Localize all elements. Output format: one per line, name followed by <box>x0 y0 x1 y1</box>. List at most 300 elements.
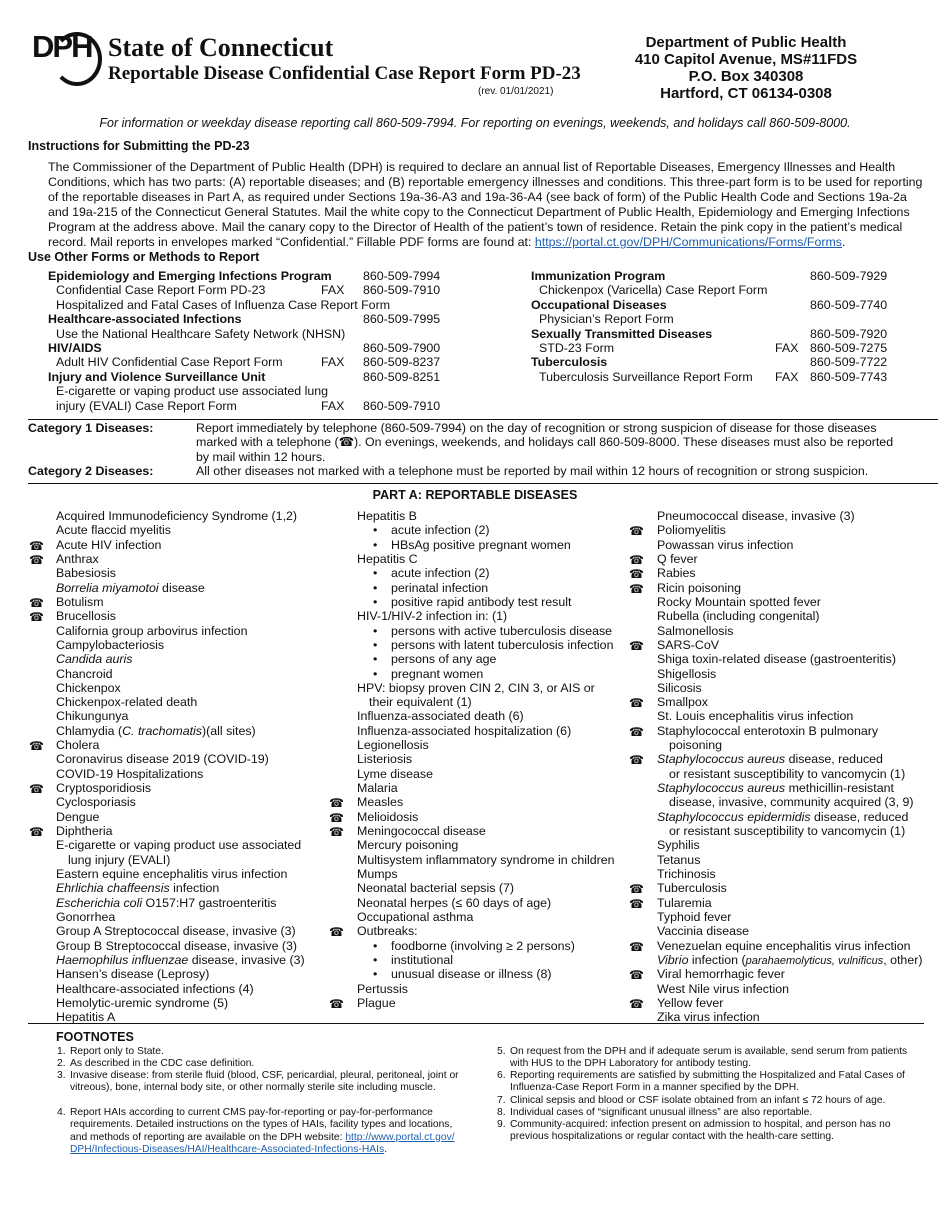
footnote <box>57 1107 460 1157</box>
disease-text: Hansen’s disease (Leprosy) <box>56 967 210 982</box>
disease-text: )(all sites) <box>201 723 256 738</box>
footnote <box>497 1095 910 1107</box>
disease-item <box>657 652 896 666</box>
disease-item <box>357 810 418 824</box>
disease-item <box>657 595 821 609</box>
telephone-icon: ☎ <box>29 739 44 754</box>
footnote <box>497 1046 910 1071</box>
footnote-text: Community-acquired: infection present on admission to hospital, and person has no previous hospitalizations or regular contact with the health-care setting. <box>510 1119 891 1143</box>
form-row: Epidemiology and Emerging Infections Program <box>48 269 332 283</box>
disease-item <box>357 681 595 695</box>
disease-item <box>56 967 209 981</box>
disease-item <box>657 924 749 938</box>
disease-item <box>669 767 905 781</box>
footnote <box>497 1107 910 1119</box>
disease-item <box>56 538 161 552</box>
telephone-icon: ☎ <box>329 796 344 811</box>
disease-text: Salmonellosis <box>657 623 734 638</box>
disease-text: Dengue <box>56 809 100 824</box>
footnote <box>57 1058 460 1070</box>
disease-text: Q fever <box>657 551 698 566</box>
disease-item <box>56 767 203 781</box>
footnote-number: 4. <box>57 1107 66 1118</box>
telephone-icon: ☎ <box>629 696 644 711</box>
disease-text: Outbreaks: <box>357 924 418 939</box>
telephone-icon: ☎ <box>629 882 644 897</box>
disease-item <box>657 566 696 580</box>
form-row: Immunization Program <box>531 269 666 283</box>
disease-text: Venezuelan equine encephalitis virus infection <box>657 938 911 953</box>
disease-item <box>56 838 301 852</box>
footnote-suffix: . <box>384 1144 388 1156</box>
disease-item <box>657 982 789 996</box>
disease-text: acute infection (2) <box>391 566 490 581</box>
disease-subitem <box>391 581 488 595</box>
disease-text: Chikungunya <box>56 709 129 724</box>
disease-text: Chancroid <box>56 666 113 681</box>
telephone-icon: ☎ <box>629 638 644 653</box>
other-forms-heading: Use Other Forms or Methods to Report <box>28 250 260 264</box>
disease-text: Babesiosis <box>56 566 116 581</box>
form-row: Confidential Case Report Form PD-23 <box>56 283 266 298</box>
disease-text: Meningococcal disease <box>357 824 486 839</box>
disease-text: HBsAg positive pregnant women <box>391 537 571 552</box>
disease-text: Listeriosis <box>357 752 413 767</box>
disease-item <box>56 910 115 924</box>
instructions-text: The Commissioner of the Department of Public Health (DPH) is required to declare an annual list of Reportable Diseases, Emergency Illnesses and Health Conditions, which has two parts: (A) reportable diseases; and (B) reportable emergency illnesses and conditions. This three-part form is to be used for reporting of the reportable diseases in Part A, as required under Sections 19a-36-A3 and 19a-36-A4 (see back of form) of the Public Health Code and Sections 19a-2a and 19a-215 of the Connecticut General Statutes. Mail the white copy to the Connecticut Department of Public Health, Epidemiology and Emerging Infections Program at the address above. Mail the canary copy to the Director of Health of the patient’s town of residence. Retain the pink copy in the patient’s medical record. Mail reports in envelopes marked “Confidential.” Fillable PDF forms are found at: <box>48 160 923 249</box>
disease-text: disease, reduced <box>810 809 909 824</box>
disease-item <box>657 881 727 895</box>
department-address <box>605 34 887 102</box>
disease-item <box>56 552 99 566</box>
disease-text: disease <box>158 580 205 595</box>
disease-item <box>56 953 305 967</box>
disease-item <box>56 982 254 996</box>
disease-text: Multisystem inflammatory syndrome in children <box>357 852 615 867</box>
telephone-icon: ☎ <box>329 996 344 1011</box>
disease-item <box>657 752 883 766</box>
disease-item <box>357 795 403 809</box>
telephone-icon: ☎ <box>629 939 644 954</box>
disease-text: positive rapid antibody test result <box>391 594 572 609</box>
form-row: STD-23 Form <box>539 341 615 355</box>
disease-item <box>56 681 121 695</box>
disease-text: Cholera <box>56 738 100 753</box>
logo-text: DPH <box>32 29 92 64</box>
italic-organism: Haemophilus influenzae <box>56 952 189 967</box>
telephone-icon: ☎ <box>629 753 644 768</box>
footnote-number: 5. <box>497 1046 506 1057</box>
dept-line: Department of Public Health <box>645 34 847 51</box>
disease-subitem <box>391 523 490 537</box>
disease-item <box>357 853 615 867</box>
footnote-text: Report HAIs according to current CMS pay-for-reporting or pay-for-performance requirements. Detailed instructions on the types of HAIs, facility types and locations, and methods of reporting are available on the DPH website: <box>70 1107 453 1143</box>
telephone-icon: ☎ <box>629 581 644 596</box>
disease-text: Yellow fever <box>657 995 724 1010</box>
italic-organism: Borrelia miyamotoi <box>56 580 159 595</box>
disease-item <box>56 523 171 537</box>
disease-text: their equivalent (1) <box>369 695 472 710</box>
form-row: Healthcare-associated Infections <box>48 312 242 327</box>
disease-item <box>357 781 398 795</box>
disease-text: persons with active tuberculosis disease <box>391 623 613 638</box>
footnote-number: 3. <box>57 1070 66 1081</box>
disease-text: lung injury (EVALI) <box>68 852 171 867</box>
disease-text: Neonatal bacterial sepsis (7) <box>357 881 515 896</box>
italic-organism: C. trachomatis <box>122 723 202 738</box>
disease-item <box>357 824 486 838</box>
disease-subitem <box>391 667 483 681</box>
disease-item <box>56 738 99 752</box>
disease-text: Melioidosis <box>357 809 419 824</box>
footnote <box>497 1119 910 1144</box>
telephone-icon: ☎ <box>629 896 644 911</box>
disease-text: Acquired Immunodeficiency Syndrome (1,2) <box>56 509 298 523</box>
disease-text: Syphilis <box>657 838 700 853</box>
disease-item <box>657 709 853 723</box>
disease-text: disease, reduced <box>785 752 883 767</box>
disease-text: Anthrax <box>56 551 99 566</box>
disease-text: Staphylococcal enterotoxin B pulmonary <box>657 723 879 738</box>
category-2-text: All other diseases not marked with a telephone must be reported by mail within 12 hours of recognition or strong suspicion. <box>196 464 869 478</box>
disease-text: Influenza-associated hospitalization (6) <box>357 723 572 738</box>
disease-item <box>657 939 911 953</box>
fax-label: FAX <box>775 369 799 384</box>
disease-item <box>657 609 820 623</box>
phone-number: 860-509-7995 <box>363 312 441 327</box>
disease-text: infection ( <box>688 952 746 967</box>
disease-text: Hemolytic-uremic syndrome (5) <box>56 995 229 1010</box>
footnote-text: Report only to State. <box>70 1046 164 1057</box>
disease-text: Campylobacteriosis <box>56 637 165 652</box>
disease-subitem <box>391 953 453 967</box>
disease-text: Group B Streptococcal disease, invasive (3) <box>56 938 298 953</box>
telephone-icon: ☎ <box>29 610 44 625</box>
disease-item <box>56 752 269 766</box>
form-row: Physician’s Report Form <box>539 312 674 327</box>
disease-text: persons of any age <box>391 652 497 667</box>
disease-item <box>657 523 726 537</box>
forms-link[interactable]: https://portal.ct.gov/DPH/Communications/Forms/Forms <box>534 235 842 249</box>
disease-item <box>56 509 297 523</box>
disease-text: Mumps <box>357 867 398 881</box>
disease-text: E-cigarette or vaping product use associated <box>56 838 302 853</box>
disease-text: Tetanus <box>657 852 701 867</box>
footnote-number: 9. <box>497 1119 506 1130</box>
form-row: Tuberculosis Surveillance Report Form <box>539 369 753 384</box>
fax-label: FAX <box>321 398 345 413</box>
disease-item <box>657 681 702 695</box>
disease-item <box>369 695 472 709</box>
state-title: State of Connecticut <box>108 33 334 62</box>
disease-text: Influenza-associated death (6) <box>357 709 524 724</box>
disease-subitem <box>391 538 571 552</box>
disease-item <box>669 824 905 838</box>
disease-item <box>56 824 112 838</box>
disease-item <box>657 896 712 910</box>
phone-number: 860-509-8237 <box>363 355 441 370</box>
form-row: Hospitalized and Fatal Cases of Influenza Case Report Form <box>56 297 391 312</box>
disease-item <box>657 953 922 968</box>
footnote-number: 2. <box>57 1058 66 1069</box>
phone-number: 860-509-8251 <box>363 369 441 384</box>
disease-item <box>56 810 99 824</box>
disease-text: Tularemia <box>657 895 712 910</box>
disease-text: SARS-CoV <box>657 637 719 652</box>
disease-item <box>56 881 219 895</box>
disease-item <box>657 552 698 566</box>
footnote-text: As described in the CDC case definition. <box>70 1058 255 1069</box>
disease-item <box>657 638 719 652</box>
disease-text: or resistant susceptibility to vancomycin (1) <box>669 824 906 839</box>
disease-text: Malaria <box>357 781 398 796</box>
disease-text: Hepatitis C <box>357 551 418 566</box>
divider <box>28 419 938 420</box>
phone-number: 860-509-7929 <box>810 269 888 283</box>
disease-text: perinatal infection <box>391 580 489 595</box>
dept-line: P.O. Box 340308 <box>688 68 804 85</box>
disease-text: infection <box>169 881 220 896</box>
category-1-text: Report immediately by telephone (860-509-7994) on the day of recognition or strong suspicion of disease for those diseases marked with a telephone (☎). On evenings, weekends, and holidays call 860-509-8000. These diseases must also be reported by mail within 12 hours. <box>196 421 894 464</box>
disease-text: Chickenpox <box>56 680 121 695</box>
italic-species: parahaemolyticus, vulnificus <box>745 954 884 967</box>
phone-number: 860-509-7900 <box>363 341 441 355</box>
footnote-number: 8. <box>497 1107 506 1118</box>
disease-item <box>56 924 296 938</box>
disease-text: Ricin poisoning <box>657 580 742 595</box>
telephone-icon: ☎ <box>29 825 44 840</box>
italic-organism: Staphylococcus aureus <box>657 752 786 767</box>
italic-organism: Staphylococcus aureus <box>657 781 786 796</box>
telephone-icon: ☎ <box>629 724 644 739</box>
fax-label: FAX <box>321 355 345 370</box>
disease-text: St. Louis encephalitis virus infection <box>657 709 854 724</box>
disease-subitem <box>391 939 575 953</box>
italic-organism: Vibrio <box>657 952 689 967</box>
disease-text: Smallpox <box>657 695 708 710</box>
disease-text: Group A Streptococcal disease, invasive (3) <box>56 924 296 939</box>
disease-item <box>56 724 256 738</box>
disease-text: persons with latent tuberculosis infection <box>391 637 614 652</box>
disease-text: acute infection (2) <box>391 523 490 538</box>
disease-item <box>357 724 571 738</box>
disease-text: Lyme disease <box>357 766 433 781</box>
link-suffix: . <box>842 235 846 249</box>
disease-item <box>657 781 894 795</box>
disease-text: Measles <box>357 795 404 810</box>
disease-subitem <box>391 652 496 666</box>
disease-item <box>56 867 287 881</box>
disease-text: California group arbovirus infection <box>56 623 248 638</box>
disease-text: Silicosis <box>657 680 702 695</box>
disease-item <box>56 996 228 1010</box>
disease-item <box>56 595 104 609</box>
telephone-icon: ☎ <box>629 996 644 1011</box>
instructions-heading: Instructions for Submitting the PD-23 <box>28 139 250 153</box>
disease-item <box>357 552 418 566</box>
disease-text: Legionellosis <box>357 738 429 753</box>
footnote <box>57 1070 460 1095</box>
phone-number: 860-509-7994 <box>363 269 441 283</box>
disease-text: Brucellosis <box>56 609 116 624</box>
disease-text: Hepatitis A <box>56 1010 116 1025</box>
disease-item <box>357 767 433 781</box>
telephone-icon: ☎ <box>329 825 344 840</box>
disease-text: disease, invasive (3) <box>188 952 305 967</box>
disease-item <box>657 910 731 924</box>
disease-item <box>56 566 116 580</box>
telephone-icon: ☎ <box>629 968 644 983</box>
disease-text: Shigellosis <box>657 666 717 681</box>
footnote-text: Clinical sepsis and blood or CSF isolate obtained from an infant ≤ 72 hours of age. <box>510 1095 886 1106</box>
form-row: Use the National Healthcare Safety Network (NHSN) <box>56 326 346 341</box>
disease-item <box>657 724 878 738</box>
form-row: Tuberculosis <box>531 355 608 370</box>
fax-label: FAX <box>321 283 345 298</box>
telephone-icon: ☎ <box>629 524 644 539</box>
revision-date: (rev. 01/01/2021) <box>478 86 554 97</box>
form-row: Sexually Transmitted Diseases <box>531 326 713 341</box>
disease-item <box>657 996 723 1010</box>
disease-item <box>56 695 197 709</box>
dept-line: Hartford, CT 06134-0308 <box>660 85 832 102</box>
disease-item <box>357 609 507 623</box>
disease-text: Cryptosporidiosis <box>56 781 152 796</box>
disease-text: COVID-19 Hospitalizations <box>56 766 204 781</box>
disease-item <box>56 581 205 595</box>
hai-link[interactable]: http://www.portal.ct.gov/DPH/Infectious-Diseases/HAI/Healthcare-Associated-Infections-HAIs <box>70 1131 455 1156</box>
disease-item <box>357 867 398 881</box>
footnote-text: On request from the DPH and if adequate serum is available, send serum from patients with HUS to the DPH Laboratory for antibody testing. <box>510 1046 908 1070</box>
footnote <box>497 1070 910 1095</box>
disease-subitem <box>391 566 490 580</box>
category-1-label: Category 1 Diseases: <box>28 421 154 435</box>
disease-item <box>357 738 429 752</box>
footnotes-heading: FOOTNOTES <box>56 1030 134 1044</box>
disease-text: Shiga toxin-related disease (gastroenteritis) <box>657 652 896 667</box>
disease-text: Botulism <box>56 594 104 609</box>
disease-text: HPV: biopsy proven CIN 2, CIN 3, or AIS or <box>357 680 595 695</box>
disease-item <box>657 810 908 824</box>
form-row: Injury and Violence Surveillance Unit <box>48 369 266 384</box>
disease-text: Rabies <box>657 566 696 581</box>
disease-text: Acute flaccid myelitis <box>56 523 171 538</box>
disease-text: methicillin-resistant <box>785 781 894 796</box>
disease-text: or resistant susceptibility to vancomycin (1) <box>669 766 906 781</box>
phone-number: 860-509-7743 <box>810 369 888 384</box>
phone-number: 860-509-7910 <box>363 283 441 298</box>
disease-subitem <box>391 967 551 981</box>
disease-item <box>357 752 412 766</box>
disease-item <box>657 667 716 681</box>
disease-item <box>657 581 741 595</box>
disease-item <box>357 910 473 924</box>
telephone-icon: ☎ <box>329 810 344 825</box>
disease-text: Vaccinia disease <box>657 924 750 939</box>
disease-text: Rubella (including congenital) <box>657 609 820 624</box>
disease-text: Acute HIV infection <box>56 537 162 552</box>
disease-item <box>357 838 458 852</box>
divider <box>28 1023 924 1024</box>
disease-item <box>669 738 722 752</box>
telephone-icon: ☎ <box>329 925 344 940</box>
disease-text: institutional <box>391 952 453 967</box>
fax-label: FAX <box>775 341 799 355</box>
footnote-number: 6. <box>497 1070 506 1081</box>
disease-text: unusual disease or illness (8) <box>391 967 552 982</box>
form-row: injury (EVALI) Case Report Form <box>56 398 237 413</box>
footnote-number: 1. <box>57 1046 66 1057</box>
disease-text: Powassan virus infection <box>657 537 794 552</box>
disease-text: , other) <box>883 952 923 967</box>
part-a-title: PART A: REPORTABLE DISEASES <box>372 488 578 502</box>
disease-item <box>657 695 708 709</box>
telephone-icon: ☎ <box>29 538 44 553</box>
disease-text: Eastern equine encephalitis virus infection <box>56 867 288 881</box>
form-row: Chickenpox (Varicella) Case Report Form <box>539 283 768 298</box>
footnote-text: Reporting requirements are satisfied by submitting the Hospitalized and Fatal Cases of Influenza-Case Report Form in a manner specified by the DPH. <box>510 1070 905 1094</box>
disease-text: Poliomyelitis <box>657 523 726 538</box>
disease-text: Rocky Mountain spotted fever <box>657 594 821 609</box>
disease-item <box>657 509 855 523</box>
form-row: Occupational Diseases <box>531 297 667 312</box>
disease-item <box>56 709 128 723</box>
disease-item <box>357 709 524 723</box>
footnote <box>57 1046 460 1058</box>
telephone-icon: ☎ <box>629 567 644 582</box>
disease-text: Typhoid fever <box>657 909 732 924</box>
dept-line: 410 Capitol Avenue, MS#11FDS <box>634 51 858 68</box>
disease-item <box>56 896 276 910</box>
italic-organism: Staphylococcus epidermidis <box>657 809 811 824</box>
italic-organism: Ehrlichia chaffeensis <box>56 881 170 896</box>
telephone-icon: ☎ <box>29 782 44 797</box>
dph-logo <box>30 30 102 88</box>
disease-item <box>68 853 170 867</box>
disease-item <box>357 982 408 996</box>
disease-text: West Nile virus infection <box>657 981 789 996</box>
disease-text: Diphtheria <box>56 824 113 839</box>
italic-organism: Escherichia coli <box>56 895 143 910</box>
disease-subitem <box>391 595 571 609</box>
phone-number: 860-509-7722 <box>810 355 888 370</box>
disease-text: Occupational asthma <box>357 909 474 924</box>
disease-item <box>357 509 417 523</box>
disease-text: Healthcare-associated infections (4) <box>56 981 254 996</box>
category-2-label: Category 2 Diseases: <box>28 464 154 478</box>
form-row: Adult HIV Confidential Case Report Form <box>56 355 283 370</box>
disease-text: poisoning <box>669 738 723 753</box>
disease-item <box>56 781 151 795</box>
phone-number: 860-509-7910 <box>363 398 441 413</box>
footnote-number: 7. <box>497 1095 506 1106</box>
telephone-icon: ☎ <box>29 552 44 567</box>
disease-text: disease, invasive, community acquired (3, 9) <box>669 795 914 810</box>
disease-text: pregnant women <box>391 666 484 681</box>
disease-text: HIV-1/HIV-2 infection in: (1) <box>357 609 508 624</box>
disease-text: Hepatitis B <box>357 509 417 523</box>
disease-item <box>669 795 913 809</box>
disease-item <box>56 652 132 666</box>
footnote-text: Invasive disease: from sterile fluid (blood, CSF, pericardial, pleural, peritoneal, joint or vitreous), bone, internal body site, or other normally sterile site including muscle. <box>70 1070 459 1094</box>
telephone-icon: ☎ <box>29 595 44 610</box>
disease-text: Mercury poisoning <box>357 838 459 853</box>
disease-text: Cyclosporiasis <box>56 795 136 810</box>
disease-text: Chlamydia ( <box>56 723 123 738</box>
disease-item <box>56 667 112 681</box>
disease-item <box>56 638 164 652</box>
phone-number: 860-509-7275 <box>810 341 888 355</box>
